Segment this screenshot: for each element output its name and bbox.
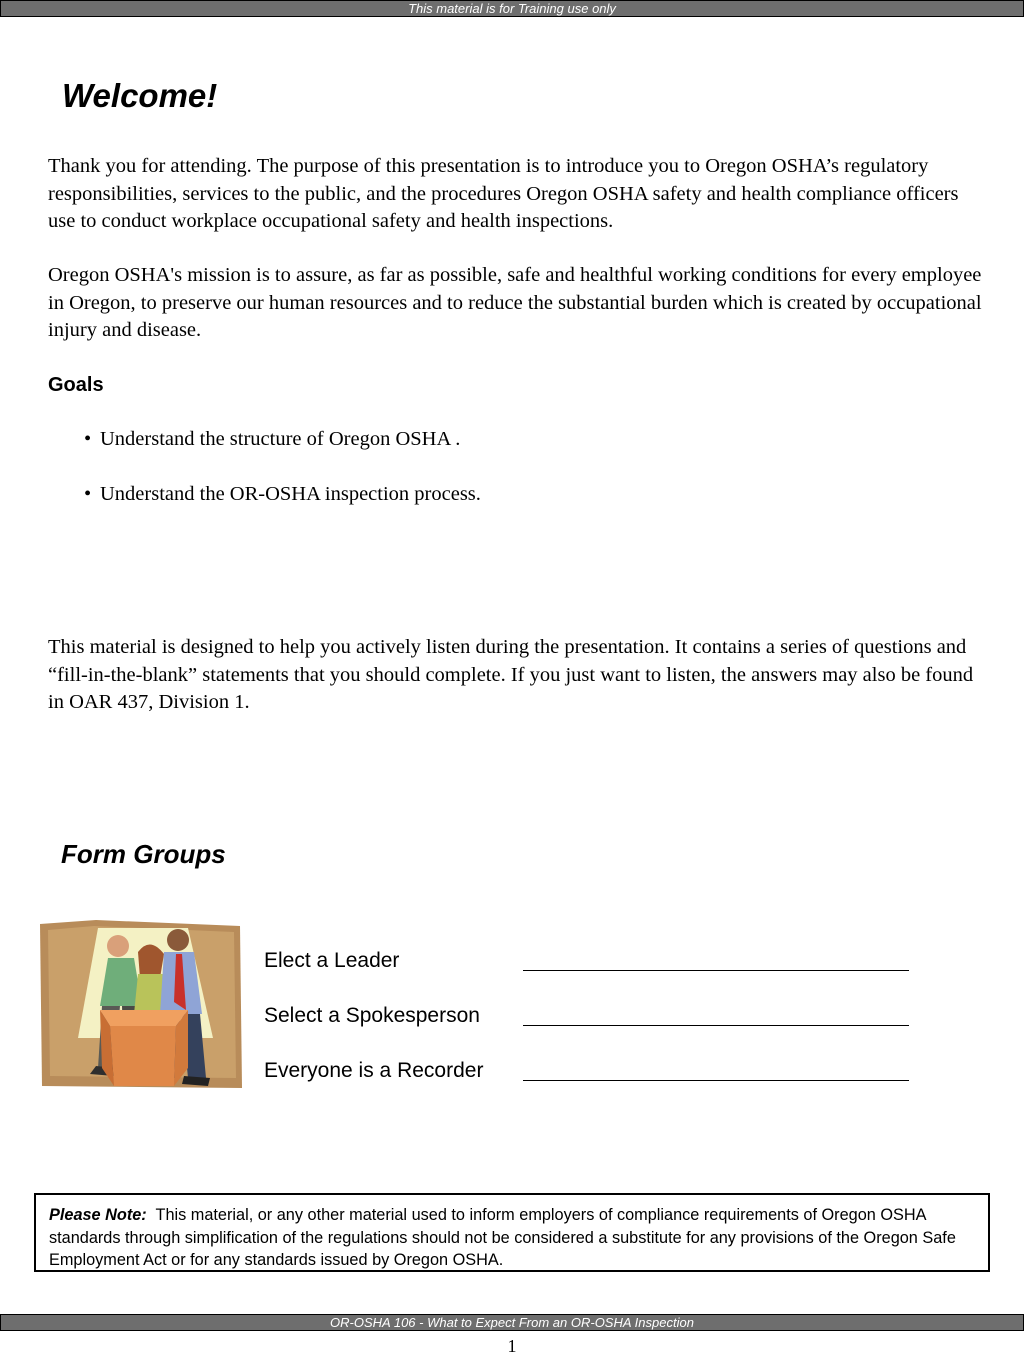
fill-in-blank-leader[interactable]: [523, 970, 909, 971]
footer-banner: OR-OSHA 106 - What to Expect From an OR-OSHA Inspection: [0, 1314, 1024, 1331]
role-select-spokesperson: Select a Spokesperson: [264, 1004, 480, 1027]
role-elect-leader: Elect a Leader: [264, 949, 400, 972]
bullet-icon: •: [84, 428, 92, 450]
fill-in-blank-spokesperson[interactable]: [523, 1025, 909, 1026]
form-groups-heading: Form Groups: [61, 839, 226, 869]
page-number: 1: [507, 1336, 517, 1356]
fill-in-blank-recorder[interactable]: [523, 1080, 909, 1081]
header-banner: This material is for Training use only: [0, 0, 1024, 17]
welcome-heading: Welcome!: [62, 77, 218, 114]
mission-paragraph: Oregon OSHA's mission is to assure, as far as possible, safe and healthful working conditions for every employee in Oregon, to preserve our human resources and to reduce the substantial burden which is created by occupational injury and disease.: [48, 264, 982, 341]
role-recorder: Everyone is a Recorder: [264, 1059, 484, 1082]
goal-item: [84, 426, 460, 453]
goal-item: [84, 481, 481, 508]
bullet-icon: •: [84, 483, 92, 505]
please-note-box: [34, 1193, 990, 1272]
note-label: Please Note:: [49, 1206, 147, 1224]
intro-paragraph: Thank you for attending. The purpose of this presentation is to introduce you to Oregon OSHA’s regulatory responsibilities, services to the public, and the procedures Oregon OSHA safety and health compliance officers use to conduct workplace occupational safety and health inspections.: [48, 155, 959, 232]
goals-title: Goals: [48, 374, 104, 396]
material-paragraph: This material is designed to help you actively listen during the presentation. It contains a series of questions and “fill-in-the-blank” statements that you should complete. If you just want to listen, the answers may also be found in OAR 437, Division 1.: [48, 636, 974, 713]
goal-text: Understand the structure of Oregon OSHA .: [100, 428, 461, 450]
goal-text: Understand the OR-OSHA inspection process.: [100, 483, 481, 505]
group-of-people-icon: [38, 918, 244, 1090]
note-text: This material, or any other material used to inform employers of compliance requirements of Oregon OSHA standards through simplification of the regulations should not be considered a substitute for any provisions of the Oregon Safe Employment Act or for any standards issued by Oregon OSHA.: [49, 1206, 956, 1269]
